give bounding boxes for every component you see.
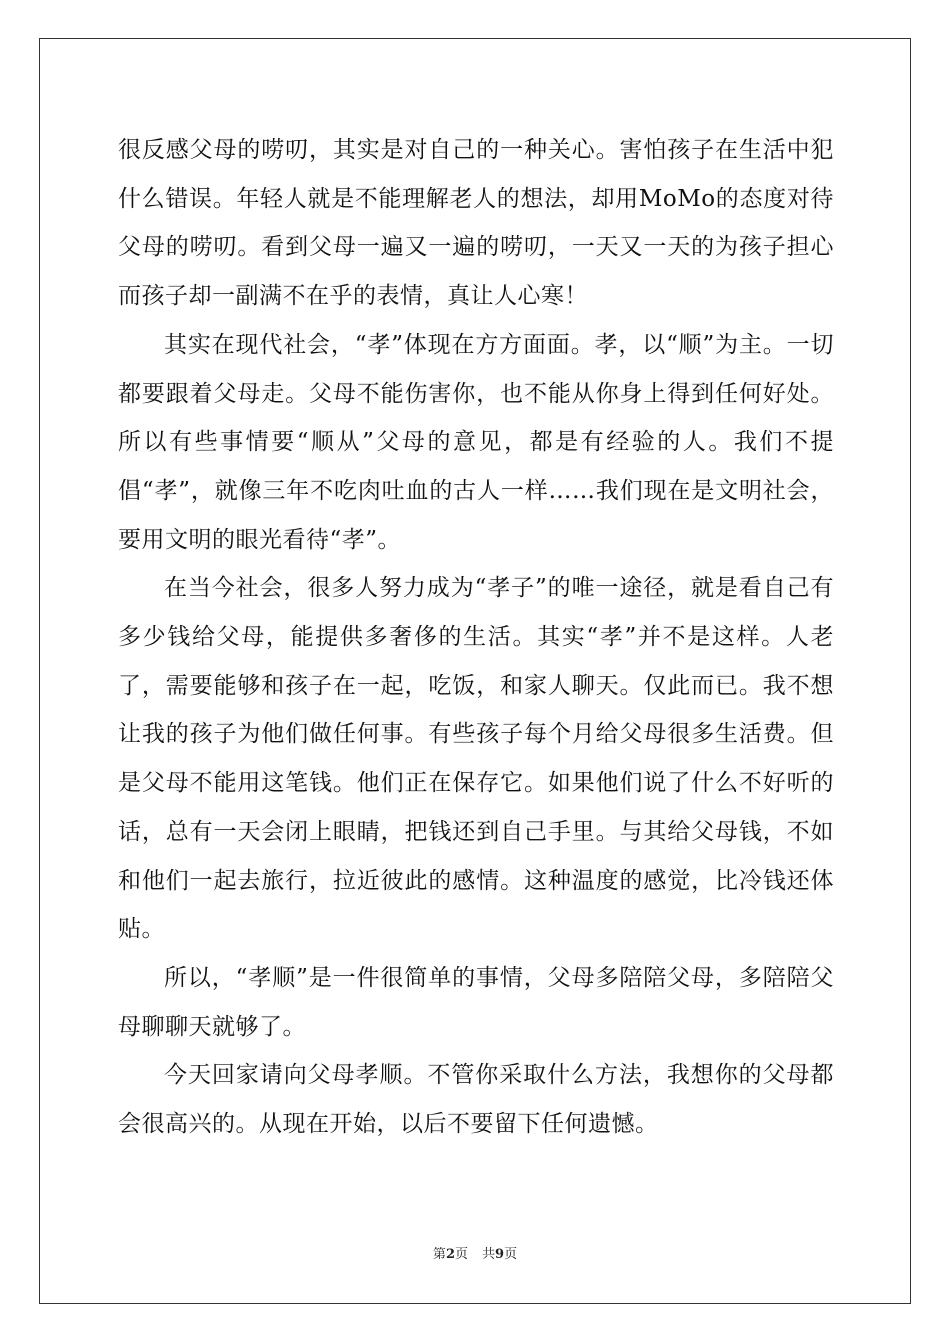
- page-prefix: 第: [432, 1247, 446, 1262]
- total-prefix: 共: [482, 1247, 496, 1262]
- paragraph-2: 其实在现代社会，“孝”体现在方方面面。孝，以“顺”为主。一切都要跟着父母走。父母不能伤害你，也不能从你身上得到任何好处。所以有些事情要“顺从”父母的意见，都是有经验的人。我们不提倡“孝”，就像三年不吃肉吐血的古人一样……我们现在是文明社会，要用文明的眼光看待“孝”。: [118, 331, 834, 553]
- total-pages: 9: [495, 1247, 505, 1262]
- total-suffix: 页: [504, 1247, 518, 1262]
- page-footer: [0, 1247, 950, 1263]
- paragraph-1: 很反感父母的唠叨，其实是对自己的一种关心。害怕孩子在生活中犯什么错误。年轻人就是不能理解老人的想法，却用MoMo的态度对待父母的唠叨。看到父母一遍又一遍的唠叨，一天又一天的为孩子担心而孩子却一副满不在乎的表情，真让人心寒！: [118, 137, 834, 310]
- page-suffix: 页: [454, 1247, 468, 1262]
- paragraph-4: 所以，“孝顺”是一件很简单的事情，父母多陪陪父母，多陪陪父母聊聊天就够了。: [118, 964, 834, 1040]
- paragraph-5: 今天回家请向父母孝顺。不管你采取什么方法，我想你的父母都会很高兴的。从现在开始，以后不要留下任何遗憾。: [118, 1062, 834, 1138]
- page-number: 2: [445, 1247, 455, 1262]
- paragraph-3: 在当今社会，很多人努力成为“孝子”的唯一途径，就是看自己有多少钱给父母，能提供多奢侈的生活。其实“孝”并不是这样。人老了，需要能够和孩子在一起，吃饭，和家人聊天。仅此而已。我不想让我的孩子为他们做任何事。有些孩子每个月给父母很多生活费。但是父母不能用这笔钱。他们正在保存它。如果他们说了什么不好听的话，总有一天会闭上眼睛，把钱还到自己手里。与其给父母钱，不如和他们一起去旅行，拉近彼此的感情。这种温度的感觉，比冷钱还体贴。: [118, 575, 834, 943]
- document-body: [118, 126, 834, 1149]
